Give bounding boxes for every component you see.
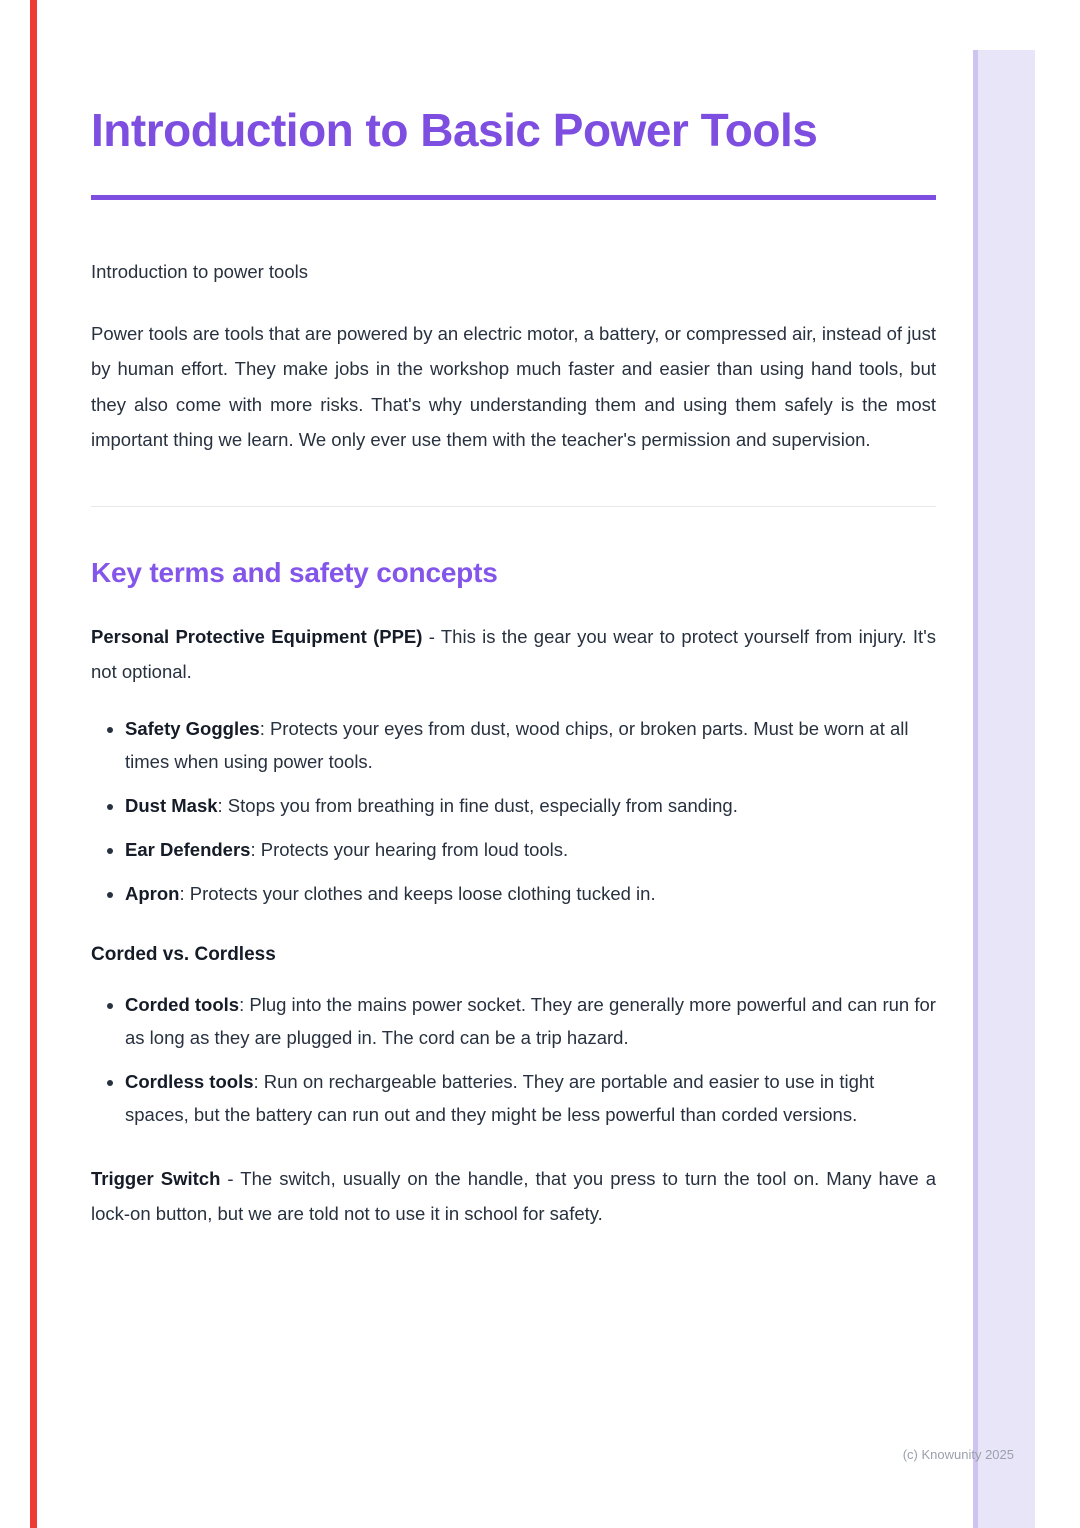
trigger-switch-paragraph: [91, 1161, 936, 1232]
ppe-term: Personal Protective Equipment (PPE): [91, 625, 423, 647]
list-item-term: Ear Defenders: [125, 838, 251, 860]
list-item: [125, 877, 936, 910]
ppe-paragraph: [91, 619, 936, 690]
trigger-switch-term: Trigger Switch: [91, 1167, 221, 1189]
list-item-term: Dust Mask: [125, 794, 218, 816]
page-title: Introduction to Basic Power Tools: [91, 104, 818, 156]
trigger-switch-text: - The switch, usually on the handle, that you press to turn the tool on. Many have a lock-on button, but we are told not to use it in school for safety.: [91, 1167, 936, 1225]
intro-lead: Introduction to power tools: [91, 260, 308, 282]
corded-list: [91, 988, 936, 1131]
list-item-term: Corded tools: [125, 993, 240, 1015]
list-item-text: : Plug into the mains power socket. They are generally more powerful and can run for as long as they are plugged in. The cord can be a trip hazard.: [125, 993, 936, 1048]
list-item-text: : Protects your clothes and keeps loose clothing tucked in.: [179, 882, 656, 904]
list-item-text: : Stops you from breathing in fine dust, especially from sanding.: [217, 794, 738, 816]
list-item: [125, 1065, 936, 1131]
intro-paragraph: Power tools are tools that are powered by an electric motor, a battery, or compressed air, instead of just by human effort. They make jobs in the workshop much faster and easier than using hand tools, but they also come with more risks. That's why understanding them and using them safely is the most important thing we learn. We only ever use them with the teacher's permission and supervision.: [91, 322, 936, 451]
list-item: [125, 712, 936, 778]
list-item-text: : Protects your eyes from dust, wood chips, or broken parts. Must be worn at all times when using power tools.: [125, 717, 909, 772]
list-item: [125, 789, 936, 822]
list-item-term: Apron: [125, 882, 180, 904]
left-edge-red-strip: [30, 0, 37, 1528]
section-heading: Key terms and safety concepts: [91, 556, 498, 588]
list-item: [125, 833, 936, 866]
document-content: [91, 0, 936, 1250]
list-item-text: : Run on rechargeable batteries. They are portable and easier to use in tight spaces, but the battery can run out and they might be less powerful than corded versions.: [125, 1070, 875, 1125]
corded-vs-cordless-heading: Corded vs. Cordless: [91, 943, 276, 965]
ppe-list: [91, 712, 936, 910]
ppe-text: - This is the gear you wear to protect yourself from injury. It's not optional.: [91, 625, 936, 683]
list-item: [125, 988, 936, 1054]
copyright-note: (c) Knowunity 2025: [902, 1447, 1014, 1462]
list-item-term: Cordless tools: [125, 1070, 254, 1092]
section-divider: [91, 506, 936, 507]
title-underline-rule: [91, 195, 936, 200]
right-edge-lavender-strip: [973, 50, 1035, 1528]
list-item-term: Safety Goggles: [125, 717, 260, 739]
list-item-text: : Protects your hearing from loud tools.: [250, 838, 569, 860]
